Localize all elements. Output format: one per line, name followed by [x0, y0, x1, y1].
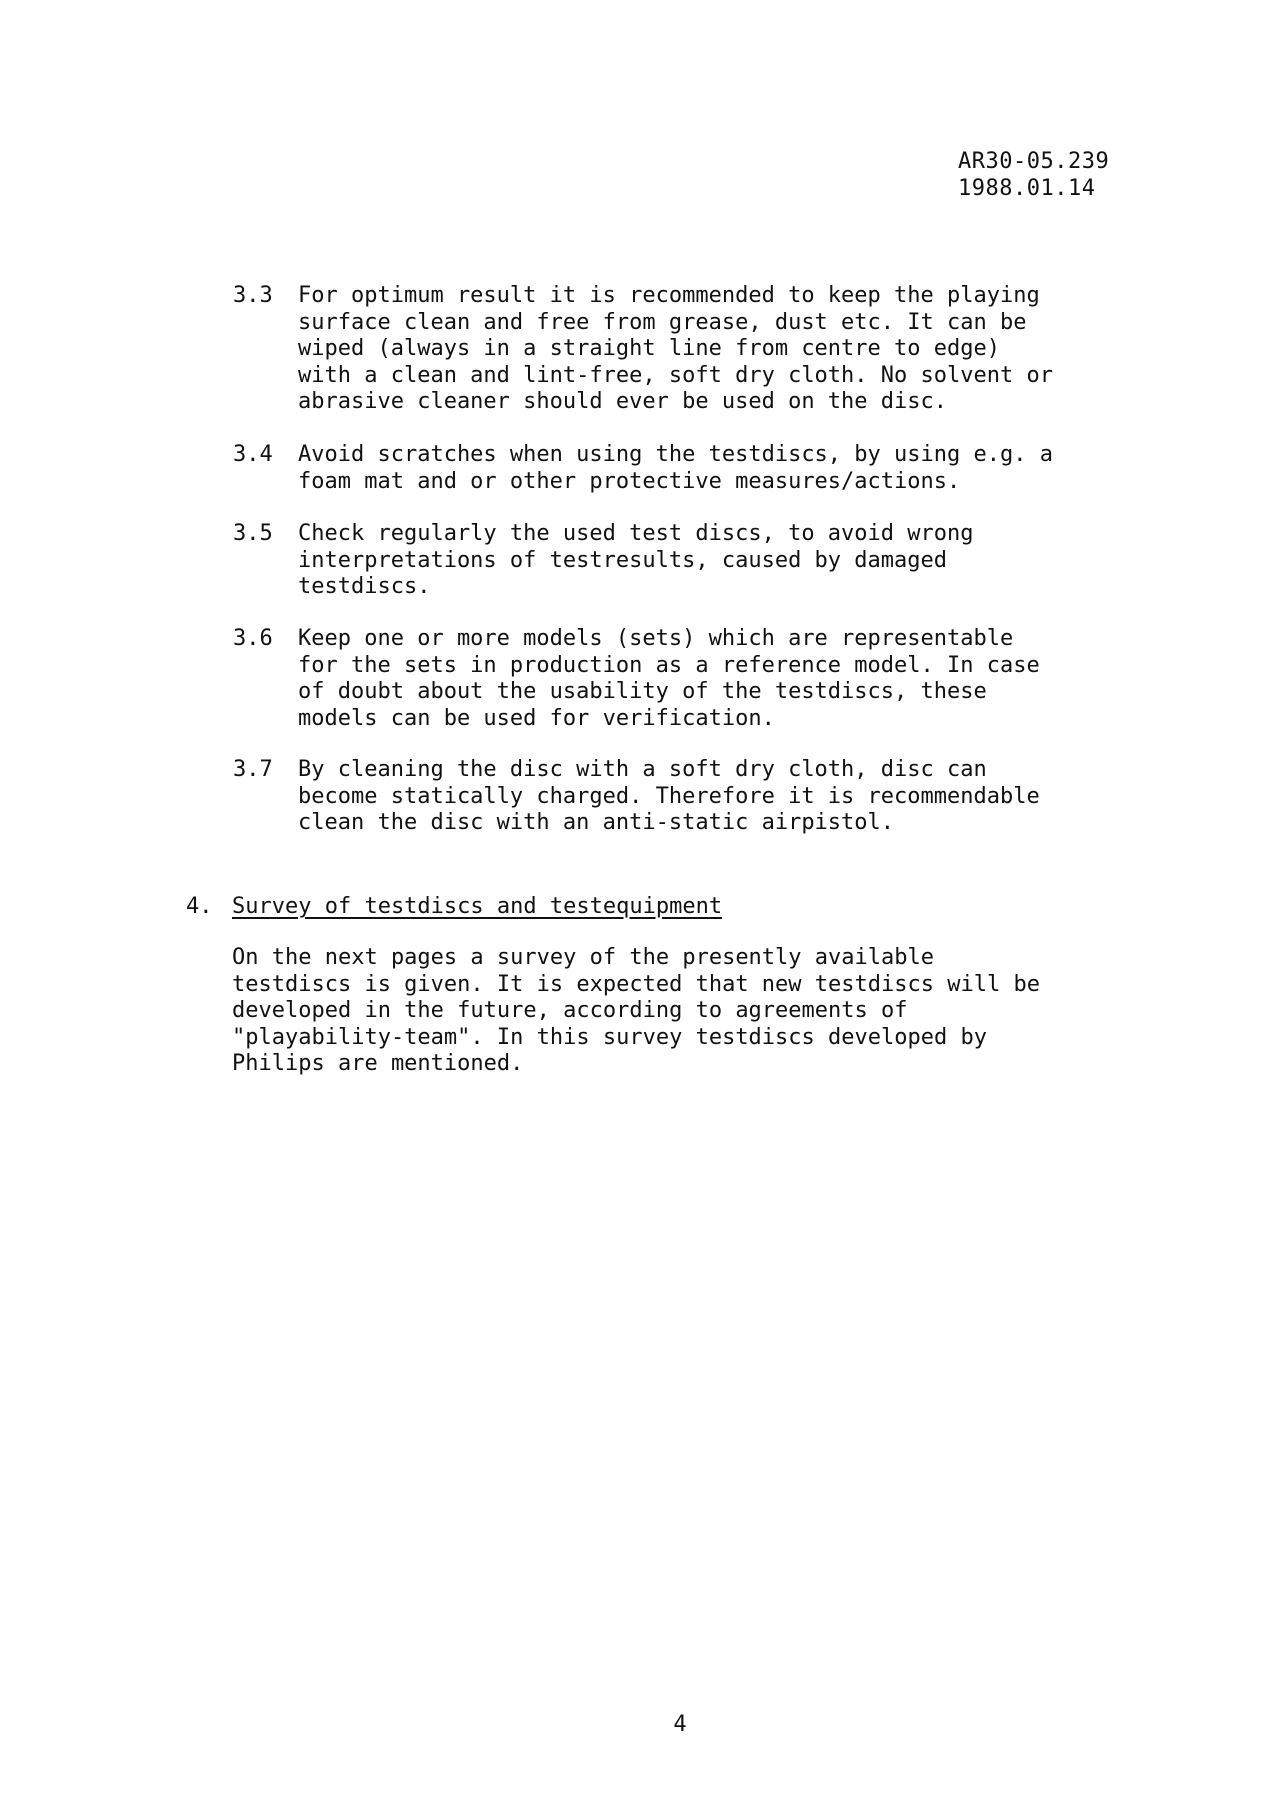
item-number: 3.4: [233, 442, 273, 467]
text-line: foam mat and or other protective measures/actions.: [298, 468, 961, 494]
text-line: become statically charged. Therefore it is recommendable: [298, 783, 1040, 809]
text-line: testdiscs is given. It is expected that new testdiscs will be: [232, 971, 1040, 997]
text-line: clean the disc with an anti-static airpistol.: [298, 810, 895, 835]
text-line: Check regularly the used test discs, to avoid wrong: [298, 521, 974, 546]
text-line: By cleaning the disc with a soft dry cloth, disc can: [298, 757, 987, 782]
text-line: with a clean and lint-free, soft dry cloth. No solvent or: [298, 362, 1053, 388]
text-line: wiped (always in a straight line from centre to edge): [298, 336, 1000, 361]
text-line: models can be used for verification.: [298, 705, 775, 731]
text-line: interpretations of testresults, caused by damaged: [298, 547, 948, 573]
text-line: "playability-team". In this survey testdiscs developed by: [232, 1024, 987, 1050]
text-line: On the next pages a survey of the presently available: [232, 945, 934, 970]
item-number: 3.7: [233, 757, 273, 782]
item-text: [298, 442, 1053, 495]
text-line: for the sets in production as a reference model. In case: [298, 652, 1040, 678]
text-line: surface clean and free from grease, dust etc. It can be: [298, 309, 1027, 335]
item-text: [298, 626, 1040, 732]
text-line: Avoid scratches when using the testdiscs, by using e.g. a: [298, 442, 1053, 467]
document-date: 1988.01.14: [958, 176, 1096, 201]
text-line: of doubt about the usability of the testdiscs, these: [298, 679, 987, 704]
text-line: abrasive cleaner should ever be used on the disc.: [298, 389, 948, 414]
section-paragraph: [232, 945, 1040, 1078]
item-number: 3.5: [233, 521, 273, 546]
item-text: [298, 521, 974, 601]
item-text: [298, 757, 1040, 837]
page-number: 4: [673, 1712, 687, 1737]
text-line: Keep one or more models (sets) which are representable: [298, 626, 1014, 651]
text-line: developed in the future, according to agreements of: [232, 998, 908, 1023]
item-number: 3.3: [233, 283, 273, 308]
item-number: 3.6: [233, 626, 273, 651]
text-line: For optimum result it is recommended to keep the playing: [298, 283, 1040, 308]
document-reference: [958, 148, 1109, 202]
section-number: 4.: [186, 894, 213, 919]
document-number: AR30-05.239: [958, 149, 1110, 174]
text-line: Philips are mentioned.: [232, 1051, 524, 1076]
section-title: Survey of testdiscs and testequipment: [232, 894, 723, 919]
item-text: [298, 283, 1053, 416]
text-line: testdiscs.: [298, 574, 431, 599]
